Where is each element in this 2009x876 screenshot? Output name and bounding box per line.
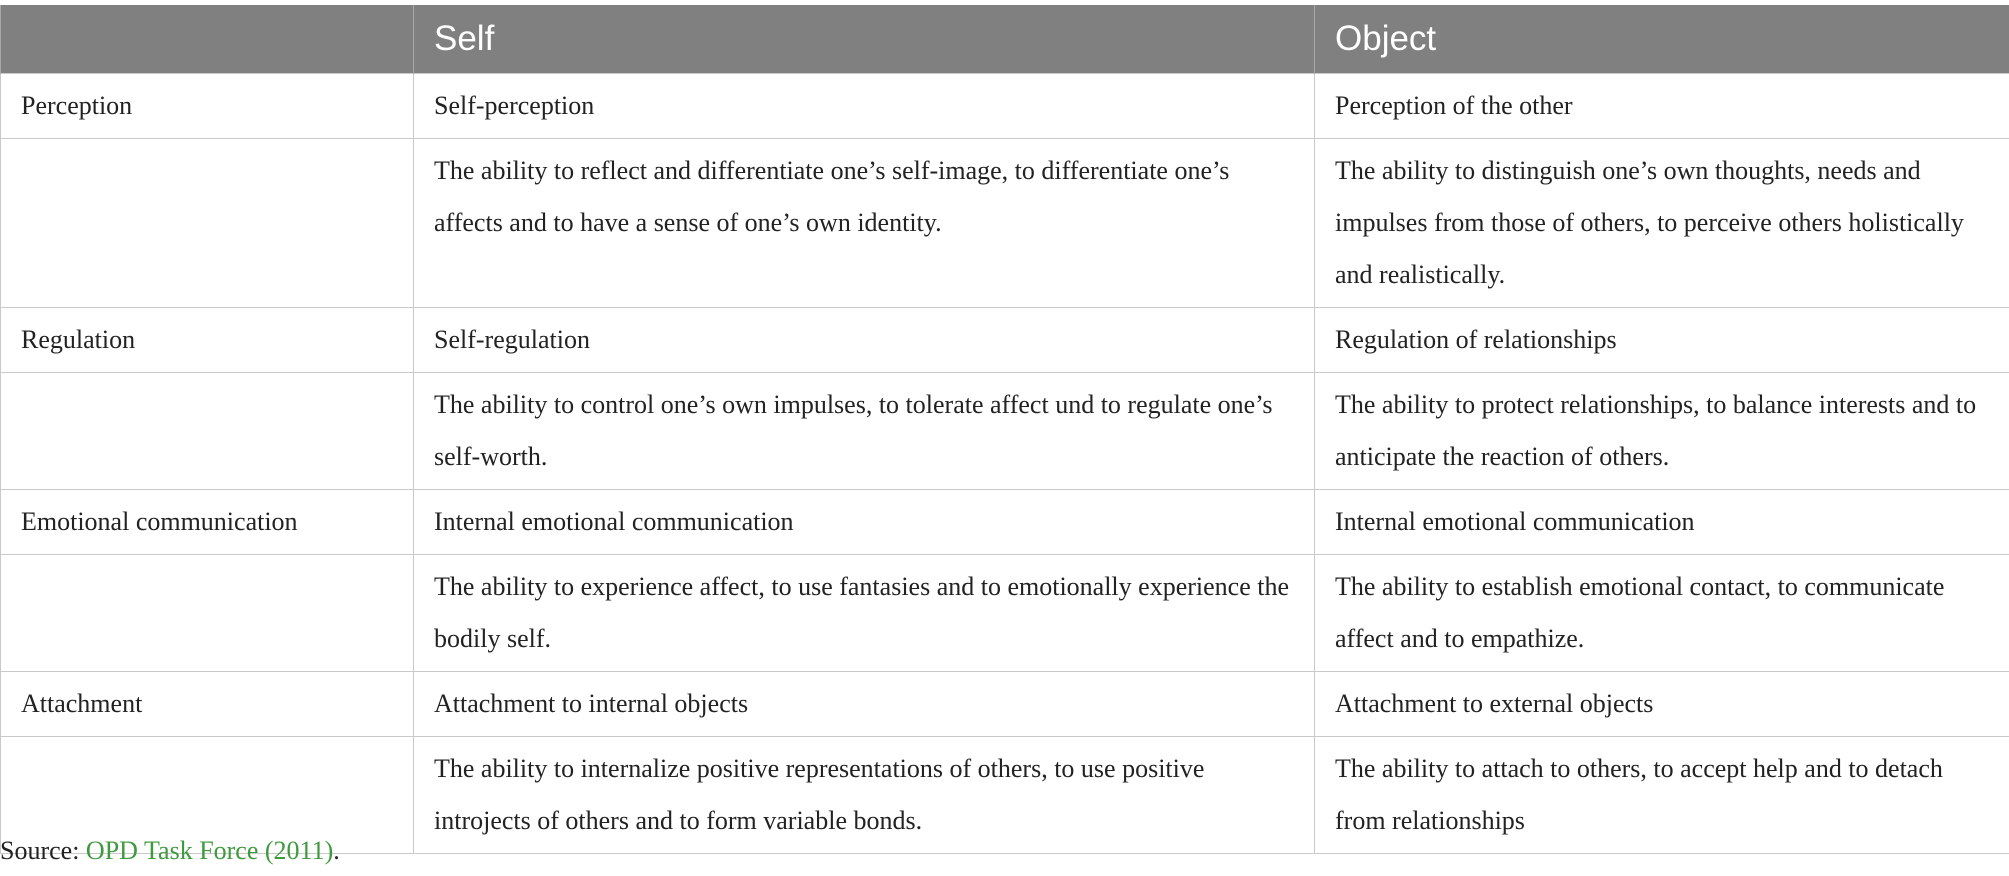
table-row	[1, 138, 2009, 307]
table-row	[1, 489, 2009, 554]
self-cell: The ability to reflect and differentiate one’s self-image, to differentiate one’s affects and to have a sense of one’s own identity.	[414, 138, 1315, 307]
table-row	[1, 671, 2009, 736]
header-cell-object: Object	[1315, 5, 2009, 73]
source-suffix: .	[333, 836, 340, 865]
dimension-cell: Perception	[1, 73, 414, 138]
table-row	[1, 73, 2009, 138]
table-row	[1, 372, 2009, 489]
header-cell-blank	[1, 5, 414, 73]
object-cell: The ability to establish emotional contact, to communicate affect and to empathize.	[1315, 554, 2009, 671]
object-cell: Attachment to external objects	[1315, 671, 2009, 736]
object-cell: The ability to attach to others, to accept help and to detach from relationships	[1315, 736, 2009, 853]
self-cell: Self-perception	[414, 73, 1315, 138]
object-cell: Regulation of relationships	[1315, 307, 2009, 372]
header-cell-self: Self	[414, 5, 1315, 73]
dimension-cell: Attachment	[1, 671, 414, 736]
object-cell: The ability to distinguish one’s own thoughts, needs and impulses from those of others, to perceive others holistically and realistically.	[1315, 138, 2009, 307]
table-header	[1, 5, 2009, 73]
self-cell: The ability to control one’s own impulses, to tolerate affect und to regulate one’s self-worth.	[414, 372, 1315, 489]
self-cell: The ability to experience affect, to use fantasies and to emotionally experience the bodily self.	[414, 554, 1315, 671]
structure-table	[0, 5, 2009, 854]
self-cell: Self-regulation	[414, 307, 1315, 372]
object-cell: The ability to protect relationships, to balance interests and to anticipate the reaction of others.	[1315, 372, 2009, 489]
dimension-cell	[1, 138, 414, 307]
source-prefix: Source:	[0, 836, 86, 865]
dimension-cell: Emotional communication	[1, 489, 414, 554]
header-row	[1, 5, 2009, 73]
dimension-cell	[1, 372, 414, 489]
object-cell: Perception of the other	[1315, 73, 2009, 138]
self-cell: The ability to internalize positive representations of others, to use positive introjects of others and to form variable bonds.	[414, 736, 1315, 853]
table-row	[1, 554, 2009, 671]
source-note	[0, 836, 340, 866]
table-row	[1, 307, 2009, 372]
dimension-cell	[1, 554, 414, 671]
table-body	[1, 73, 2009, 853]
dimension-cell: Regulation	[1, 307, 414, 372]
source-link[interactable]: OPD Task Force (2011)	[85, 836, 334, 865]
self-cell: Internal emotional communication	[414, 489, 1315, 554]
self-cell: Attachment to internal objects	[414, 671, 1315, 736]
object-cell: Internal emotional communication	[1315, 489, 2009, 554]
